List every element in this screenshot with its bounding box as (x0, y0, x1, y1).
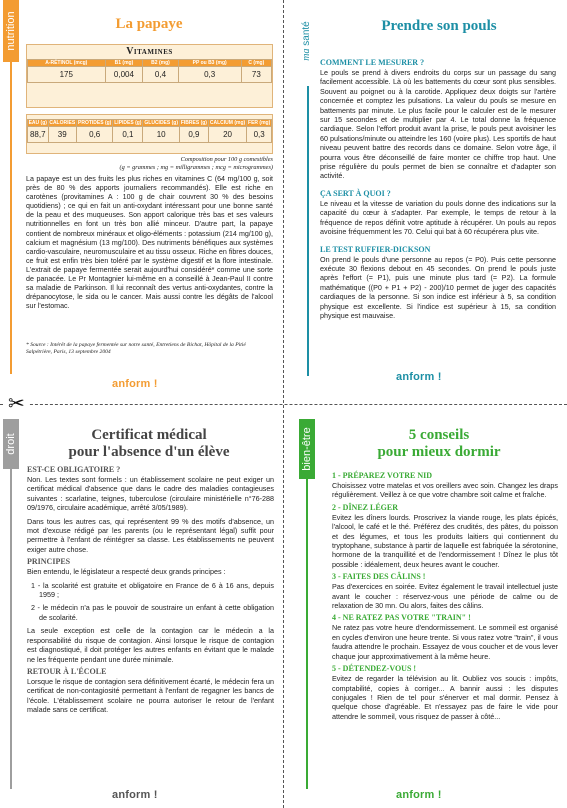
section-heading: PRINCIPES (27, 557, 71, 567)
tip-heading: 5 - DÉTENDEZ-VOUS ! (332, 664, 417, 674)
vitamins-box (26, 44, 273, 108)
tip-heading: 2 - DÎNEZ LÉGER (332, 502, 399, 512)
card-title (314, 427, 564, 461)
section-text: Lorsque le risque de contagion sera définitivement écarté, le médecin fera un certificat de non-contagiosité permettant à l'enfant de regagner les bancs de l'école. L'établissement scolaire ne pourra autoriser le retour de l'enfant malade sans ce certificat. (27, 676, 274, 715)
footer-brand: anform ! (112, 378, 158, 390)
section-text: Bien entendu, le législateur a respecté deux grands principes : (27, 567, 226, 577)
nutrients-table (27, 119, 272, 143)
table-cell: 73 (241, 67, 271, 83)
card-title-line1: 5 conseils (408, 427, 470, 443)
pouls-body (320, 58, 556, 320)
table-cell: 0,9 (180, 127, 209, 143)
section-text: Dans tous les autres cas, qui représentent 99 % des motifs d'absence, un mot d'excuse rédigé par les parents (ou le représentant légal) suffit pour permettre à l'enfant de réintégrer sa classe. Les établissements ne peuvent exiger autre chose. (27, 516, 274, 554)
category-line (10, 469, 12, 789)
section-heading: RETOUR À L'ÉCOLE (27, 666, 107, 676)
source-note: * Source : Intérêt de la papaye fermentée sur notre santé, Entretiens de Bichat, Hôpital de la Pitié Salpétrière, Paris, 13 septembre 2004 (26, 342, 246, 355)
table-header-cell: A-RÉTINOL (mcg) (28, 60, 106, 67)
table-cell: 0,1 (113, 127, 143, 143)
category-tab-label-rest: santé (301, 21, 312, 49)
section-heading: ÇA SERT À QUOI ? (320, 188, 391, 198)
table-cell: 0,3 (247, 127, 272, 143)
card-title: La papaye (115, 16, 183, 32)
category-line (307, 86, 309, 376)
footer-brand: anform ! (396, 371, 442, 383)
table-header-cell: FER (mg) (248, 120, 271, 126)
principle-item: 2 - le médecin n'a pas le pouvoir de soustraire un enfant à cette obligation de scolarité. (31, 603, 274, 622)
table-cell: 88,7 (28, 127, 49, 143)
category-tab (299, 419, 315, 479)
tip-text: Evitez de regarder la télévision au lit. Oubliez vos soucis : impôts, comptabilité, copies à corriger... A bannir aussi : les disputes conjugales ! Rien de tel pour s'énerver et mal dormir. Pensez à quelque chose d'agréable. Et n'essayez pas de faire le vide pour attendre le sommeil, vous risquez de passer à côté... (332, 674, 558, 721)
nutrients-box (26, 114, 273, 154)
category-tab-label: nutrition (5, 11, 17, 51)
table-header-cell: C (mg) (241, 60, 271, 67)
section-text: Le niveau et la vitesse de variation du pouls donne des indications sur la capacité du cœur à s'adapter. Par exemple, le temps de retour à la fréquence de repos définit votre aptitude à récupérer. Un pouls au repos avoisine fréquemment les 70. Celui qui bat à 60 récupérera plus vite. (320, 198, 556, 237)
tip-text: Ne ratez pas votre heure d'endormissement. Le sommeil est organisé en cycles d'environ une heure trente. Si vous ratez votre "train", il vous faudra attendre le prochain. Essayez de vous coucher et de vous lever chaque jour approximativement à la même heure. (332, 623, 558, 661)
tip-text: Choisissez votre matelas et vos oreillers avec soin. Changez les draps régulièrement. Veillez à ce que votre chambre soit calme et fraîche. (332, 481, 558, 500)
table-header-cell: GLUCIDES (g) (144, 120, 178, 126)
papaye-paragraph: La papaye est un des fruits les plus riches en vitamines C (64 mg/100 g, soit près de 80 % des apports journaliers recommandés). Elle est riche en carotènes (provitamines A : 100 g de chair couvrent 30 % des besoins quotidiens) ; ce qui en fait un anti-oxydant intéressant pour une bonne santé de la peau et des muqueuses. Son apport calorique très bas et ses valeurs nutritionnelles en font un très bon allié minceur. D'autre part, la papaye contient de nombreux minéraux et oligo-éléments : potassium (214 mg/100 g), calcium et magnésium (13 mg/100). Des nutriments bénéfiques aux systèmes cardio-vasculaire, neuromusculaire et au tissu osseux. Riche en fibres douces, ce fruit est enfin très bien toléré par le système digestif et la flore intestinale. L'extrait de papaye fermentée serait aujourd'hui considéré* comme une sorte de panacée. Le Pr Montagnier lui-même en a conseillé à Jean-Paul II contre sa maladie de Parkinson. Il lui reconnaît des vertus anti-oxydantes, contre la drépanocytose, le sida ou le cancer. Mais aussi contre les dégâts de l'alcool sur l'estomac. (26, 175, 273, 311)
table-cell: 0,6 (76, 127, 112, 143)
table-header-cell: B1 (mg) (105, 60, 143, 67)
card-pouls (284, 0, 567, 404)
category-tab-label: bien-être (301, 427, 313, 471)
category-line (306, 479, 308, 789)
category-tab-label-italic: ma (301, 48, 312, 61)
category-tab-label: droit (5, 433, 17, 455)
dormir-body (332, 471, 558, 721)
units-note: (g = grammes ; mg = milligrammes ; mcg = microgrammes) (119, 164, 273, 171)
section-text: On prend le pouls d'une personne au repos (= P0). Puis cette personne exécute 30 flexions debout en 45 secondes. On prend le pouls juste après l'effort (= P1), puis une minute plus tard (= P2). La formule mathématique ((P0 + P1 + P2) - 200)/10 permet de juger des capacités cardiaques de la personne. Si son indice est inférieur à 5, sa condition physique est excellente. Si l'indice est supérieur à 15, sa condition physique est mauvaise. (320, 254, 556, 320)
section-text: Le pouls se prend à divers endroits du corps sur un passage du sang facilement accessible. Là où les battements du cœur sont plus sensibles. Souvent au poignet ou à la carotide. Appliquez deux doigts sur l'artère concernée et comptez les pulsations. La valeur du pouls se mesure en battements par minute. Le plus facile pour le calculer est de le mesurer sur 15 secondes et de multiplier par 4. Le total donne la fréquence cardiaque. Selon l'effort produit avant la prise, le pouls peut avoisiner les 60 pulsations/minute ou atteindre les 160 (voire plus). Les sportifs de haut niveau peuvent battre des records dans ce domaine. Selon votre âge, il pourra vous être déconseillé de faire monter ce chiffre trop haut. Une prise régulière du pouls permet de bien se connaître et d'adapter son activité. (320, 68, 556, 181)
card-title (20, 427, 278, 461)
section-heading: COMMENT LE MESURER ? (320, 58, 425, 67)
tip-text: Evitez les dîners lourds. Proscrivez la viande rouge, les plats épicés, l'alcool, le café et le thé. Préférez des crudités, des pâtes, du poisson et des légumes, et tous les produits laitiers qui contiennent du tryptophane, substance à partir de laquelle est fabriquée la sérotonine, hormone de la tranquillité et de l'endormissement ! Dînez le plus tôt possible : idéalement, deux heures avant le coucher. (332, 512, 558, 569)
table-header-cell: PP ou B3 (mg) (178, 60, 241, 67)
card-title-line2: pour mieux dormir (377, 444, 501, 460)
section-text: Non. Les textes sont formels : un établissement scolaire ne peut exiger un certificat médical d'absence que dans le cadre des maladies contagieuses suivantes : scarlatine, teignes, tuberculose (circulaire ministérielle n°76-288 09/1976, circulaire académique, arrêté 3/05/1989). (27, 475, 274, 513)
card-dormir (284, 405, 567, 808)
card-title: Prendre son pouls (381, 18, 497, 34)
vitamins-title: Vitamines (126, 46, 173, 57)
table-cell: 10 (143, 127, 180, 143)
footer-brand: anform ! (112, 789, 158, 801)
tip-text: Pas d'exercices en soirée. Evitez également le travail intellectuel juste avant le coucher : réservez-vous une période de calme ou de relaxation de 30 mn. Ou alors, faites des câlins. (332, 582, 558, 611)
table-cell: 175 (28, 67, 106, 83)
table-cell: 0,004 (105, 67, 143, 83)
table-header-cell: FIBRES (g) (180, 120, 207, 126)
table-header-cell: CALCIUM (mg) (209, 120, 246, 126)
table-header-cell: PROTIDES (g) (78, 120, 112, 126)
section-heading: EST-CE OBLIGATOIRE ? (27, 465, 121, 474)
table-cell: 0,4 (143, 67, 178, 83)
table-cell: 39 (48, 127, 76, 143)
tip-heading: 4 - NE RATEZ PAS VOTRE "TRAIN" ! (332, 613, 471, 623)
section-heading: LE TEST RUFFIER-DICKSON (320, 244, 431, 254)
card-title-line2: pour l'absence d'un élève (68, 444, 230, 460)
card-certificat (0, 405, 283, 808)
tip-heading: 3 - FAITES DES CÂLINS ! (332, 572, 426, 582)
section-text: La seule exception est celle de la contagion car le médecin a la responsabilité du risque de contagion. Ainsi lorsque le risque de contagion est diagnostiqué, il doit protéger les autres enfants en évitant que le malade ne les fréquente pendant une durée minimale. (27, 626, 274, 664)
card-papaye (0, 0, 283, 404)
category-tab (3, 419, 19, 469)
scissors-icon: ✂ (5, 392, 28, 414)
table-header-cell: LIPIDES (g) (114, 120, 142, 126)
principle-item: 1 - la scolarité est gratuite et obligatoire en France de 6 à 16 ans, depuis 1959 ; (31, 580, 274, 600)
composition-note: Composition pour 100 g comestibles (180, 156, 273, 163)
vitamins-table (27, 59, 272, 83)
table-cell: 0,3 (178, 67, 241, 83)
certificat-body (27, 465, 274, 715)
category-tab (3, 0, 19, 62)
category-tab (299, 0, 315, 82)
category-line (10, 62, 12, 374)
table-header-cell: CALORIES (49, 120, 76, 126)
footer-brand: anform ! (396, 789, 442, 801)
tip-heading: 1 - PRÉPAREZ VOTRE NID (332, 471, 432, 480)
table-cell: 20 (208, 127, 246, 143)
table-header-cell: B2 (mg) (143, 60, 178, 67)
card-title-line1: Certificat médical (91, 427, 207, 443)
category-tab-label (299, 0, 315, 82)
table-header-cell: EAU (g) (28, 120, 47, 126)
